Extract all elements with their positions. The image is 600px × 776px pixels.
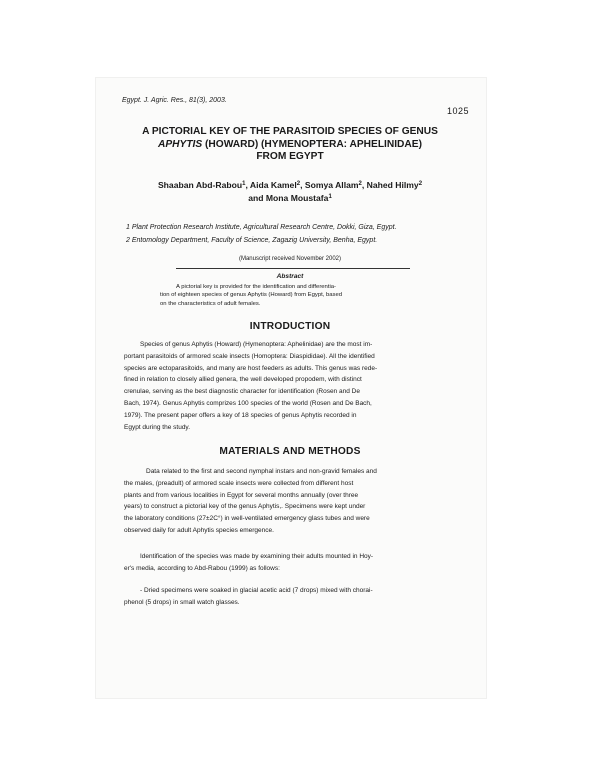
methods-body-2: [124, 551, 430, 575]
title-line-1: A PICTORIAL KEY OF THE PARASITOID SPECIES OF GENUS: [142, 126, 438, 137]
methods-heading: MATERIALS AND METHODS: [219, 446, 361, 457]
divider-rule: [176, 268, 410, 269]
body-line: crenulae, serving as the best diagnostic character for identification (Rosen and De: [124, 388, 360, 396]
abstract-heading: Abstract: [276, 273, 304, 280]
journal-citation: Egypt. J. Agric. Res., 81(3), 2003.: [122, 97, 227, 104]
body-line: Egypt during the study.: [124, 423, 191, 431]
body-line: phenol (5 drops) in small watch glasses.: [124, 598, 240, 606]
title-line-2: [110, 139, 470, 152]
affiliation-1: 1 Plant Protection Research Institute, Agricultural Research Centre, Dokki, Giza, Egypt.: [126, 224, 397, 231]
author-2: , Aida Kamel: [245, 180, 297, 190]
body-line: the laboratory conditions (27±2C°) in well-ventilated emergency glass tubes and were: [124, 515, 370, 523]
author-1: Shaaban Abd-Rabou: [157, 180, 243, 190]
methods-body: [124, 466, 430, 537]
author-3: , Somya Allam: [300, 180, 359, 190]
author-4-affil: 2: [418, 181, 423, 187]
title-line-3: FROM EGYPT: [256, 151, 324, 163]
abstract-line: A pictorial key is provided for the identification and differentia-: [176, 284, 337, 290]
body-line: er's media, according to Abd-Rabou (1999) as follows:: [124, 564, 280, 572]
methods-body-3: [124, 585, 430, 609]
body-line: - Dried specimens were soaked in glacial acetic acid (7 drops) mixed with chorai-: [140, 587, 373, 594]
author-5-affil: 1: [328, 194, 332, 200]
page-number: 1025: [447, 106, 470, 116]
body-line: plants and from various localities in Egypt for several months annually (over three: [124, 491, 359, 499]
author-line-2: [110, 192, 470, 205]
affiliation-2: 2 Entomology Department, Faculty of Science, Zagazig University, Benha, Egypt.: [126, 236, 378, 244]
author-list: [110, 179, 470, 205]
author-line-1: [110, 179, 470, 192]
manuscript-received: (Manuscript received November 2002): [238, 256, 342, 262]
title-line-2-rest: (HOWARD) (HYMENOPTERA: APHELINIDAE): [202, 138, 422, 150]
affiliations: [126, 222, 397, 248]
title-genus: APHYTIS: [158, 138, 203, 150]
introduction-body: [124, 339, 430, 433]
author-2-affil: 2: [296, 181, 301, 187]
body-line: portant parasitoids of armored scale insects (Homoptera: Diaspididae). All the identified: [124, 352, 375, 360]
body-line: observed daily for adult Aphytis species emergence.: [124, 526, 274, 534]
author-4: , Nahed Hilmy: [361, 180, 419, 190]
body-line: the males, (preadult) of armored scale insects were collected from different host: [124, 479, 354, 487]
body-line: years) to construct a pictorial key of the genus Aphytis,. Specimens were kept under: [124, 503, 366, 511]
body-line: fined in relation to closely allied genera, the well developed propodem, with distinct: [124, 376, 362, 384]
body-line: 1979). The present paper offers a key of 18 species of genus Aphytis recorded in: [124, 411, 357, 419]
introduction-heading: INTRODUCTION: [249, 321, 331, 332]
body-line: Species of genus Aphytis (Howard) (Hymenoptera: Aphelinidae) are the most im-: [140, 341, 373, 348]
author-3-affil: 2: [358, 181, 362, 187]
author-5: and Mona Moustafa: [248, 193, 329, 203]
abstract-text: [160, 283, 410, 308]
abstract-line: tion of eighteen species of genus Aphytis (Howard) from Egypt, based: [160, 292, 343, 299]
body-line: Data related to the first and second nymphal instars and non-gravid females and: [146, 468, 377, 475]
paper-title: [110, 126, 470, 164]
author-1-affil: 1: [242, 181, 246, 187]
body-line: species are ectoparasitoids, and many are host feeders as adults. This genus was rede-: [124, 364, 378, 372]
abstract-line: on the characteristics of adult females.: [160, 300, 261, 307]
body-line: Bach, 1974). Genus Aphytis comprizes 100 species of the world (Rosen and De Bach,: [124, 399, 372, 407]
body-line: Identification of the species was made by examining their adults mounted in Hoy-: [140, 553, 374, 560]
